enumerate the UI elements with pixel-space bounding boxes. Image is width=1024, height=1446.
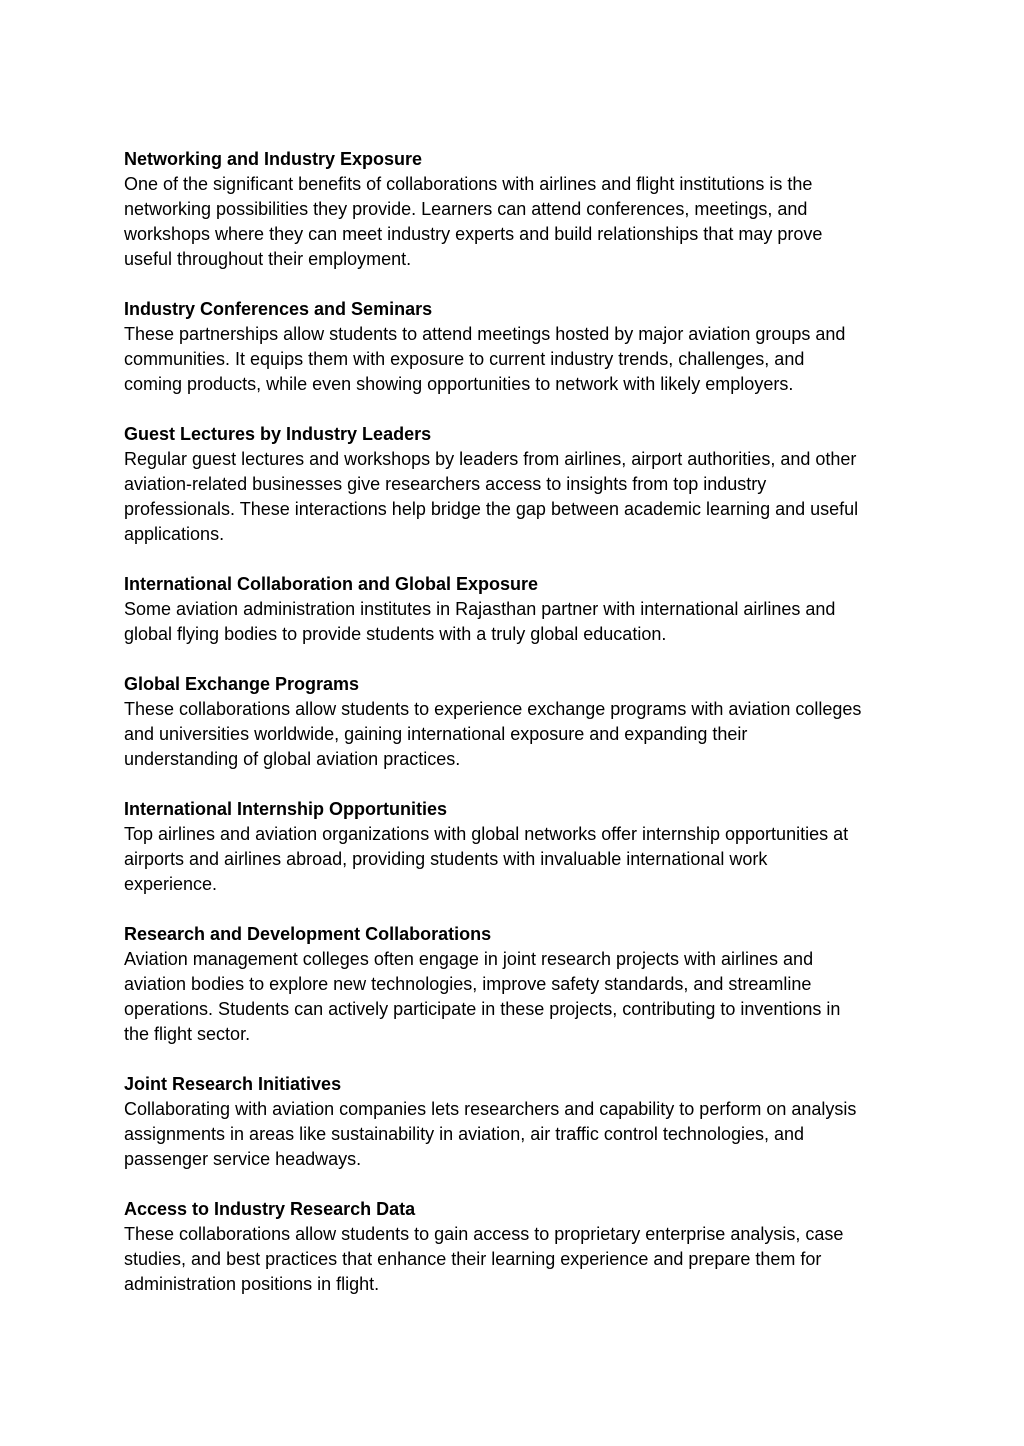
- body-line: aviation bodies to explore new technologies, improve safety standards, and streamline: [124, 974, 812, 994]
- section-heading: Access to Industry Research Data: [124, 1199, 416, 1219]
- body-line: aviation-related businesses give researchers access to insights from top industry: [124, 474, 767, 494]
- section-exchange-programs: [124, 672, 904, 772]
- section-body: [124, 322, 904, 397]
- body-line: These collaborations allow students to experience exchange programs with aviation colleges: [124, 699, 862, 719]
- body-line: communities. It equips them with exposure to current industry trends, challenges, and: [124, 349, 805, 369]
- body-line: airports and airlines abroad, providing students with invaluable international work: [124, 849, 768, 869]
- body-line: assignments in areas like sustainability in aviation, air traffic control technologies, and: [124, 1124, 805, 1144]
- section-heading: Global Exchange Programs: [124, 674, 360, 694]
- section-body: [124, 697, 904, 772]
- body-line: applications.: [124, 524, 225, 544]
- section-heading: Research and Development Collaborations: [124, 924, 492, 944]
- section-heading: International Collaboration and Global Exposure: [124, 574, 539, 594]
- section-body: [124, 1097, 904, 1172]
- body-line: Regular guest lectures and workshops by leaders from airlines, airport authorities, and other: [124, 449, 857, 469]
- section-internships: [124, 797, 904, 897]
- section-international-collaboration: [124, 572, 904, 647]
- body-line: experience.: [124, 874, 218, 894]
- section-joint-research: [124, 1072, 904, 1172]
- section-heading: International Internship Opportunities: [124, 799, 448, 819]
- section-research-data: [124, 1197, 904, 1297]
- body-line: understanding of global aviation practices.: [124, 749, 461, 769]
- body-line: and universities worldwide, gaining international exposure and expanding their: [124, 724, 748, 744]
- section-networking: [124, 147, 904, 272]
- body-line: studies, and best practices that enhance their learning experience and prepare them for: [124, 1249, 822, 1269]
- body-line: workshops where they can meet industry experts and build relationships that may prove: [124, 224, 823, 244]
- section-conferences: [124, 297, 904, 397]
- section-body: [124, 822, 904, 897]
- section-body: [124, 1222, 904, 1297]
- document-page: [124, 147, 904, 1322]
- section-body: [124, 172, 904, 272]
- body-line: the flight sector.: [124, 1024, 251, 1044]
- body-line: These partnerships allow students to attend meetings hosted by major aviation groups and: [124, 324, 846, 344]
- body-line: useful throughout their employment.: [124, 249, 412, 269]
- body-line: Aviation management colleges often engage in joint research projects with airlines and: [124, 949, 814, 969]
- body-line: global flying bodies to provide students with a truly global education.: [124, 624, 667, 644]
- body-line: passenger service headways.: [124, 1149, 362, 1169]
- body-line: One of the significant benefits of collaborations with airlines and flight institutions is the: [124, 174, 813, 194]
- section-body: [124, 597, 904, 647]
- body-line: Collaborating with aviation companies lets researchers and capability to perform on analysis: [124, 1099, 857, 1119]
- section-heading: Networking and Industry Exposure: [124, 149, 423, 169]
- body-line: coming products, while even showing opportunities to network with likely employers.: [124, 374, 794, 394]
- section-heading: Joint Research Initiatives: [124, 1074, 342, 1094]
- body-line: networking possibilities they provide. Learners can attend conferences, meetings, and: [124, 199, 808, 219]
- section-heading: Guest Lectures by Industry Leaders: [124, 424, 432, 444]
- body-line: operations. Students can actively participate in these projects, contributing to inventions in: [124, 999, 841, 1019]
- body-line: Top airlines and aviation organizations with global networks offer internship opportunities at: [124, 824, 849, 844]
- body-line: professionals. These interactions help bridge the gap between academic learning and useful: [124, 499, 859, 519]
- body-line: administration positions in flight.: [124, 1274, 380, 1294]
- section-body: [124, 947, 904, 1047]
- section-heading: Industry Conferences and Seminars: [124, 299, 433, 319]
- body-line: These collaborations allow students to gain access to proprietary enterprise analysis, case: [124, 1224, 844, 1244]
- section-research-development: [124, 922, 904, 1047]
- section-guest-lectures: [124, 422, 904, 547]
- section-body: [124, 447, 904, 547]
- body-line: Some aviation administration institutes in Rajasthan partner with international airlines and: [124, 599, 836, 619]
